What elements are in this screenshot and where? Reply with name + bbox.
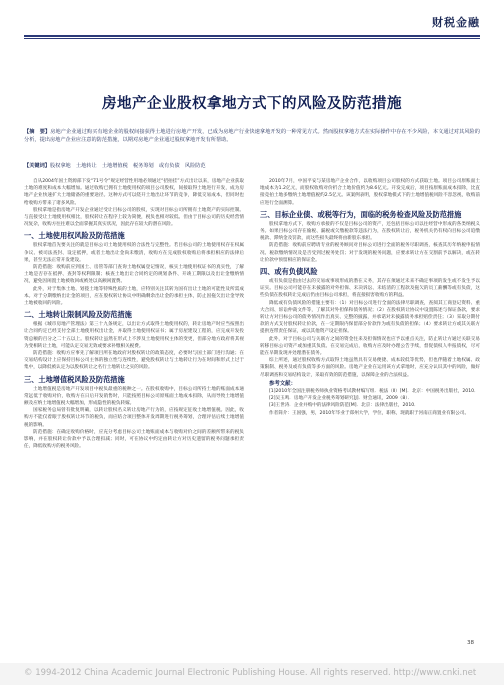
body-paragraph: 此外，对于目标公司与关联方之间的资金往来及担保情况也应予以重点关注，防止转让方通过关联交易转移目标公司资产或加重其负债。在交易完成后，收购方应及时办理公告手续，督促债权人申报债权，尽可能在早期发现并处理潜在债务。 bbox=[260, 336, 480, 357]
references-heading: 参考文献： bbox=[269, 380, 296, 387]
reference-item: [1]2010年全国注册税务师执业资格考试教材编写组．税法（Ⅱ）[M]．北京：中国税务出版社，2010． bbox=[269, 389, 479, 395]
header-rule-thin bbox=[24, 38, 480, 39]
left-column bbox=[24, 178, 244, 451]
keywords bbox=[24, 162, 480, 170]
article-title: 房地产企业股权拿地方式下的风险及防范措施 bbox=[102, 96, 402, 112]
section-heading: 三、土地增值税风险及防范措施 bbox=[24, 374, 125, 384]
body-paragraph: 此外，对于集体土地、划拨土地等特殊性质的土地，应特别关注其转为国有出让土地的可能性及所需成本。对于分期缴纳出让金的项目，应在股权转让协议中明确剩余出让金的承担主体，防止因拖欠出让金导致土地被收回的风险。 bbox=[24, 286, 244, 307]
section-heading: 四、或有负债风险 bbox=[260, 267, 318, 277]
copyright-text: © 1994-2012 China Academic Journal Electronic Publishing House. All rights reserved. http://www.cnki.net bbox=[24, 668, 477, 678]
article-body bbox=[24, 178, 480, 658]
reference-item: 作者简介：王国强，男，2010年毕业于郑州大学，学位，职称，现就职于河南正商置业有限公司。 bbox=[269, 410, 470, 416]
section-heading: 三、目标企业债、或税等行为，面临的税务检查风险及防范措施 bbox=[260, 209, 462, 219]
body-paragraph: 自从2004年国土资源部下发“71号令”规定经营性用地必须通过“招拍挂”方式出让以来，房地产企业获取土地的难度和成本大幅增加。通过收购已拥有土地使用权的项目公司股权，间接取得土地进行开发，成为房地产企业快速扩大土地储备的重要途径。这种方式可以绕开土地出让环节的竞争，降低交易成本，但同时也给收购方带来了诸多风险。 bbox=[24, 179, 244, 206]
body-paragraph: 防范措施：收购方应事先了解项目所在地政府对股权转让的政策态度，必要时与国土部门进行沟通；在交易结构设计上应保持目标公司主体的独立性与连续性，避免股权转让与土地转让行为在时间和形式上过于集中，以降低被认定为以股权转让之名行土地转让之实的风险。 bbox=[24, 351, 244, 371]
body-paragraph: 防范措施：收购前应聘请专业的税务顾问对目标公司进行全面的税务尽职调查，核查其历年纳税申报情况、税款缴纳情况及是否受到过税务处罚；对于发现的税务问题，应要求转让方在交割前予以解决，或在转让价款中预留相应的保证金。 bbox=[260, 243, 480, 263]
keywords-label: 【关键词】 bbox=[24, 163, 50, 169]
body-paragraph: 2010年7月，中国平安与某房地产企业合作，以收购项目公司股权的方式获取土地。项目公司原账面土地成本为1.2亿元，而股权收购对价折合土地价值约为8.6亿元。开发完成后，项目按原账面成本扣除，比直接竞拍土地多缴纳土地增值税约2.5亿元。该案例表明，股权拿地模式下的土地增值税风险不容忽视，收购前应进行全面测算。 bbox=[260, 179, 480, 206]
section-title: 财税金融 bbox=[432, 16, 480, 29]
body-paragraph: 降低或有负债风险的措施主要有：（1）对目标公司进行全面的法律尽职调查，查阅其工商登记资料、重大合同、诉讼仲裁文件等，了解其对外担保和债务情况；（2）在股权转让协议中设置陈述与保证条款，要求转让方对目标公司的债务情况作出真实、完整的披露，并承诺对未披露债务承担赔偿责任；（3）采取分期付款的方式支付股权转让价款，在一定期限内保留部分价款作为或有负债的担保；（4）要求转让方或其关联方提供连带责任保证，或以其他资产设定担保。 bbox=[260, 300, 480, 335]
body-paragraph: 防范措施：在确定收购价格时，应充分考虑目标公司土地账面成本与收购对价之间的差额所带来的税负影响，并在股权转让价款中予以合理扣减；同时，可在协议中约定由转让方对历史遗留的税务问题承担责任，降低收购方的税务风险。 bbox=[24, 429, 244, 450]
page-header bbox=[0, 0, 504, 40]
body-paragraph: 土地增值税是房地产开发项目中税负最重的税种之一。在股权收购中，目标公司所持土地的账面成本通常远低于收购对价，收购方在日后开发销售时，只能按照目标公司原账面土地成本扣除，从而导致土地增值额及应纳土地增值税大幅增加，形成隐性的税负转嫁。 bbox=[24, 386, 244, 407]
abstract-label: 【摘 要】 bbox=[24, 129, 51, 135]
body-paragraph: 或有负债是指由过去的交易或事项形成的潜在义务，其存在须通过未来不确定事项的发生或不发生予以证实。目标公司可能存在未披露的对外担保、未决诉讼、未结清的工程款及拖欠的员工薪酬等或有负债，这些负债在股权转让完成后仍由目标公司承担，将直接损害收购方的利益。 bbox=[260, 279, 480, 299]
reference-item: [2]吴玉鸣．房地产开发企业税务筹划研究[J]．财会通讯，2009（8）． bbox=[269, 396, 413, 402]
abstract bbox=[24, 128, 480, 145]
body-paragraph: 股权拿地首先要关注的就是目标公司土地使用权的合法性与完整性。若目标公司的土地使用权存在权属争议、被司法查封、设定抵押，或者土地出让金尚未缴清，收购方在完成股权收购后将承担相应的法律后果，甚至无法正常开发建设。 bbox=[24, 243, 244, 263]
keywords-text: 股权拿地 土地转让 土地增值税 税务筹划 或有负债 风险防范 bbox=[49, 163, 206, 169]
abstract-text: 房地产企业通过购买有地企业的股权间接获得土地进行房地产开发，已成为房地产行业快速拿地开发的一种常见方式。然而股权拿地方式在实际操作中存在不少风险，本文通过对其风险的分析，提出房地产企业应注意的防范措施，以期对房地产企业通过股权拿地开发有所帮助。 bbox=[24, 129, 480, 144]
body-paragraph: 防范措施：收购前应到国土、房管等部门查询土地权属登记情况，核实土地使用权证书的真实性，了解土地是否存在抵押、查封等权利限制；核查土地出让合同约定的规划条件、开竣工期限以及出让金缴纳情况，避免因闲置土地被收回或被处以高额闲置费。 bbox=[24, 265, 244, 285]
page-number: 38 bbox=[467, 640, 474, 646]
body-paragraph: 综上所述，通过股权收购方式取得土地虽然具有交易便捷、成本较低等优势，但也伴随着土地权属、政策限制、税务及或有负债等多方面的风险。房地产企业在运用该方式拿地时，应充分认识其中的风险，做好尽职调查和交易结构设计，采取有效的防范措施，以保障企业的合法权益。 bbox=[260, 358, 480, 378]
reference-item: [3]王世涛．企业并购中的法律风险防范[M]．北京：法律出版社，2010． bbox=[269, 403, 419, 409]
section-heading: 一、土地使用权风险及防范措施 bbox=[24, 231, 125, 241]
body-paragraph: 国家税务总局曾有批复明确，以转让股权名义转让房地产行为的，应按规定征收土地增值税。因此，收购方不能仅着眼于股权转让环节的税负，而应结合项目整体开发周期进行税务筹划，合理评估后续土地增值税的影响。 bbox=[24, 408, 244, 428]
page-footer bbox=[0, 663, 504, 685]
body-paragraph: 根据《城市房地产管理法》第三十九条规定，以出让方式取得土地使用权的，转让房地产时应当按照出让合同约定已经支付全部土地使用权出让金，并取得土地使用权证书；属于房屋建设工程的，应完成开发投资总额的百分之二十五以上。股权转让虽然在形式上不涉及土地使用权主体的变更，但部分地方政府将其视为变相转让土地，可能认定交易无效或要求补缴相关税费。 bbox=[24, 322, 244, 349]
section-heading: 二、土地转让限制风险及防范措施 bbox=[24, 310, 132, 320]
body-paragraph: 股权拿地方式下，收购方承接的不仅是目标公司的资产，还包括目标公司以往经营中形成的各类纳税义务。如果目标公司存在偷税、漏税或欠缴税款等违法行为，在股权转让后，税务机关仍有权向目标公司追缴税款、滞纳金及罚款，而这些损失最终将由新股东承担。 bbox=[260, 221, 480, 242]
header-rule bbox=[24, 35, 480, 37]
body-paragraph: 股权拿地是指房地产开发企业通过受让目标公司的股权，实现对目标公司所拥有土地资产的实际控制。与直接受让土地使用权相比，股权转让在程序上较为简便，税负也相对较低。但由于目标公司的历史经营情况复杂，收购方往往难以全面掌握其真实状况，因此存在较大的潜在风险。 bbox=[24, 207, 244, 228]
right-column bbox=[260, 178, 480, 417]
